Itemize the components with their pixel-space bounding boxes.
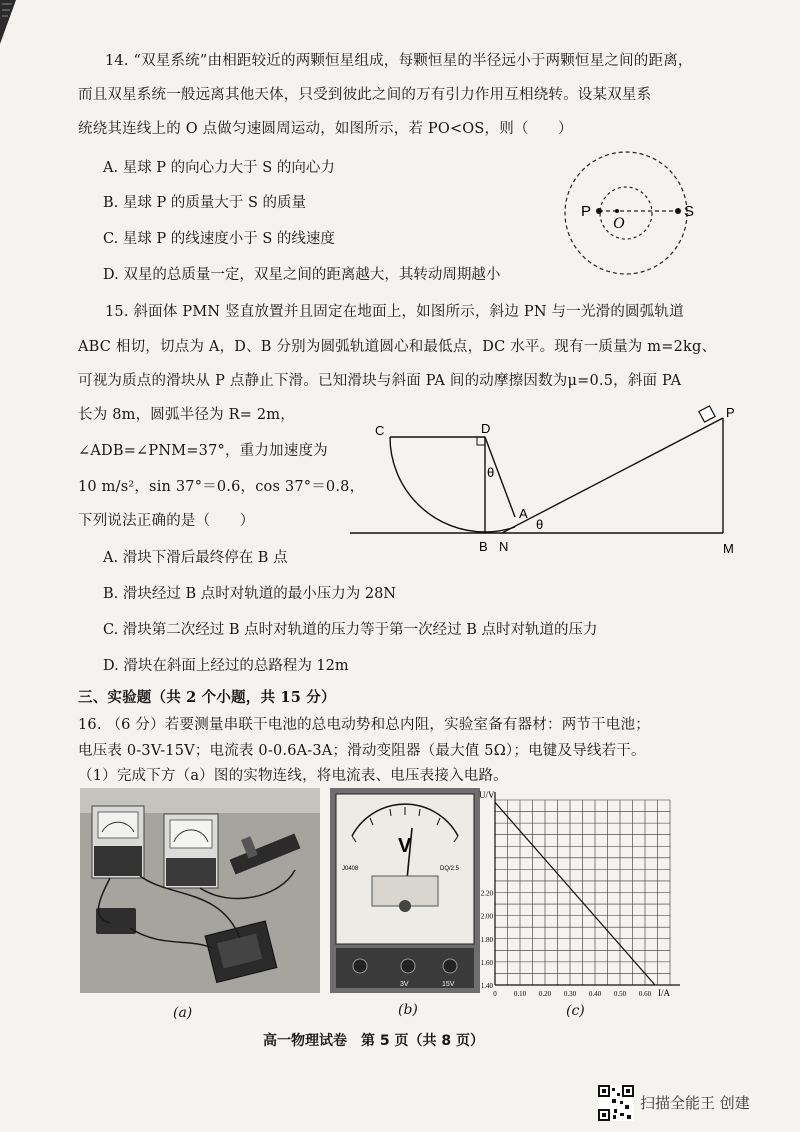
y-tick-label: 1.60	[480, 958, 493, 967]
q15-option-c[interactable]: C. 滑块第二次经过 B 点时对轨道的压力等于第一次经过 B 点时对轨道的压力	[103, 622, 598, 638]
q14-line-2: 而且双星系统一般远离其他天体，只受到彼此之间的万有引力作用互相绕转。设某双星系	[78, 87, 652, 103]
label-a: A	[519, 506, 528, 521]
star-p-dot	[596, 208, 602, 214]
q16-line-2: 电压表 0-3V-15V；电流表 0-0.6A-3A；滑动变阻器（最大值 5Ω）；电键及导线若干。	[78, 743, 646, 759]
q14-option-c[interactable]: C. 星球 P 的线速度小于 S 的线速度	[103, 231, 335, 247]
binary-star-diagram	[555, 148, 725, 278]
scan-corner-artifact	[0, 0, 16, 44]
q15-line-2: ABC 相切，切点为 A，D、B 分别为圆弧轨道圆心和最低点，DC 水平。现有一质量为 m=2kg、	[78, 339, 717, 355]
q15-line-5: ∠ADB=∠PNM=37°，重力加速度为	[78, 443, 328, 459]
terminal-15v-label: 15V	[442, 981, 455, 988]
page-footer: 高一物理试卷 第 5 页（共 8 页）	[263, 1033, 484, 1049]
q15-line-7: 下列说法正确的是（ ）	[78, 513, 255, 529]
y-tick-label: 1.80	[480, 935, 493, 944]
label-theta-top: θ	[487, 465, 495, 480]
qr-code-icon	[598, 1085, 634, 1121]
label-s: S	[684, 203, 695, 220]
q15-option-b[interactable]: B. 滑块经过 B 点时对轨道的最小压力为 28N	[103, 586, 396, 602]
label-p: P	[581, 203, 592, 220]
right-angle-marker	[477, 437, 485, 445]
q15-line-1: 15. 斜面体 PMN 竖直放置并且固定在地面上，如图所示，斜边 PN 与一光滑的圆弧轨道	[105, 304, 684, 320]
x-tick-label: 0.40	[588, 990, 602, 998]
incline-arc-diagram	[345, 400, 750, 560]
caption-c: (c)	[566, 1003, 585, 1019]
scanner-stamp: 扫描全能王 创建	[640, 1094, 750, 1112]
u-i-series-line	[495, 802, 655, 985]
incline-pn	[502, 418, 723, 533]
x-tick-label: 0.30	[563, 990, 577, 998]
q16-line-3: （1）完成下方（a）图的实物连线，将电流表、电压表接入电路。	[78, 768, 508, 784]
q15-line-3: 可视为质点的滑块从 P 点静止下滑。已知滑块与斜面 PA 间的动摩擦因数为μ=0.5，斜面 PA	[78, 373, 682, 389]
label-c: C	[375, 423, 385, 438]
x-axis-label: I/A	[658, 988, 670, 998]
x-tick-label: 0.20	[538, 990, 552, 998]
slider-block	[699, 406, 715, 422]
x-tick-label: 0.60	[638, 990, 652, 998]
q14-line-3: 统绕其连线上的 O 点做匀速圆周运动，如图所示，若 PO<OS，则（ ）	[78, 121, 573, 137]
x-tick-label: 0.50	[613, 990, 627, 998]
x-tick-label: 0.10	[513, 990, 527, 998]
q15-option-a[interactable]: A. 滑块下滑后最终停在 B 点	[103, 550, 288, 566]
y-tick-label: 1.40	[480, 982, 493, 990]
label-b: B	[479, 539, 488, 554]
terminal-3v-label: 3V	[400, 981, 409, 988]
label-d: D	[481, 421, 491, 436]
y-axis-label: U/V	[479, 790, 495, 800]
q15-line-6: 10 m/s²，sin 37°＝0.6，cos 37°＝0.8，	[78, 479, 365, 495]
arc-track-abc	[390, 437, 515, 532]
ammeter-photo	[92, 806, 144, 878]
y-tick-label: 2.00	[480, 912, 493, 921]
q15-line-4: 长为 8m，圆弧半径为 R= 2m，	[78, 407, 295, 423]
inner-orbit	[600, 187, 652, 239]
q14-option-d[interactable]: D. 双星的总质量一定，双星之间的距离越大，其转动周期越小	[103, 267, 501, 283]
q14-option-b[interactable]: B. 星球 P 的质量大于 S 的质量	[103, 195, 306, 211]
center-o-dot	[615, 209, 619, 213]
meter-model-label: J0408	[342, 866, 359, 872]
label-theta-bottom: θ	[536, 517, 544, 532]
equipment-photo	[80, 788, 320, 993]
label-p: P	[726, 405, 735, 420]
caption-a: (a)	[173, 1005, 193, 1021]
section-3-title: 三、实验题（共 2 个小题，共 15 分）	[78, 689, 336, 706]
x-tick-label: 0	[493, 990, 497, 998]
voltmeter-closeup-photo	[330, 788, 480, 993]
star-s-dot	[675, 208, 681, 214]
meter-class-label: DQ/2.5	[440, 866, 460, 872]
label-n: N	[499, 539, 509, 554]
caption-b: (b)	[398, 1002, 418, 1018]
chart-grid	[495, 800, 670, 985]
y-tick-label: 2.20	[480, 889, 493, 898]
q15-option-d[interactable]: D. 滑块在斜面上经过的总路程为 12m	[103, 658, 349, 674]
q14-line-1: 14. “双星系统”由相距较近的两颗恒星组成，每颗恒星的半径远小于两颗恒星之间的距离，	[105, 53, 693, 69]
switch-photo	[96, 908, 136, 934]
u-i-graph	[470, 785, 680, 1000]
label-o: O	[613, 215, 625, 232]
q16-line-1: 16. （6 分）若要测量串联干电池的总电动势和总内阻，实验室备有器材：两节干电池；	[78, 717, 650, 733]
meter-symbol: V	[398, 835, 412, 857]
label-m: M	[723, 541, 734, 556]
q14-option-a[interactable]: A. 星球 P 的向心力大于 S 的向心力	[103, 160, 335, 176]
voltmeter-photo	[164, 814, 218, 888]
